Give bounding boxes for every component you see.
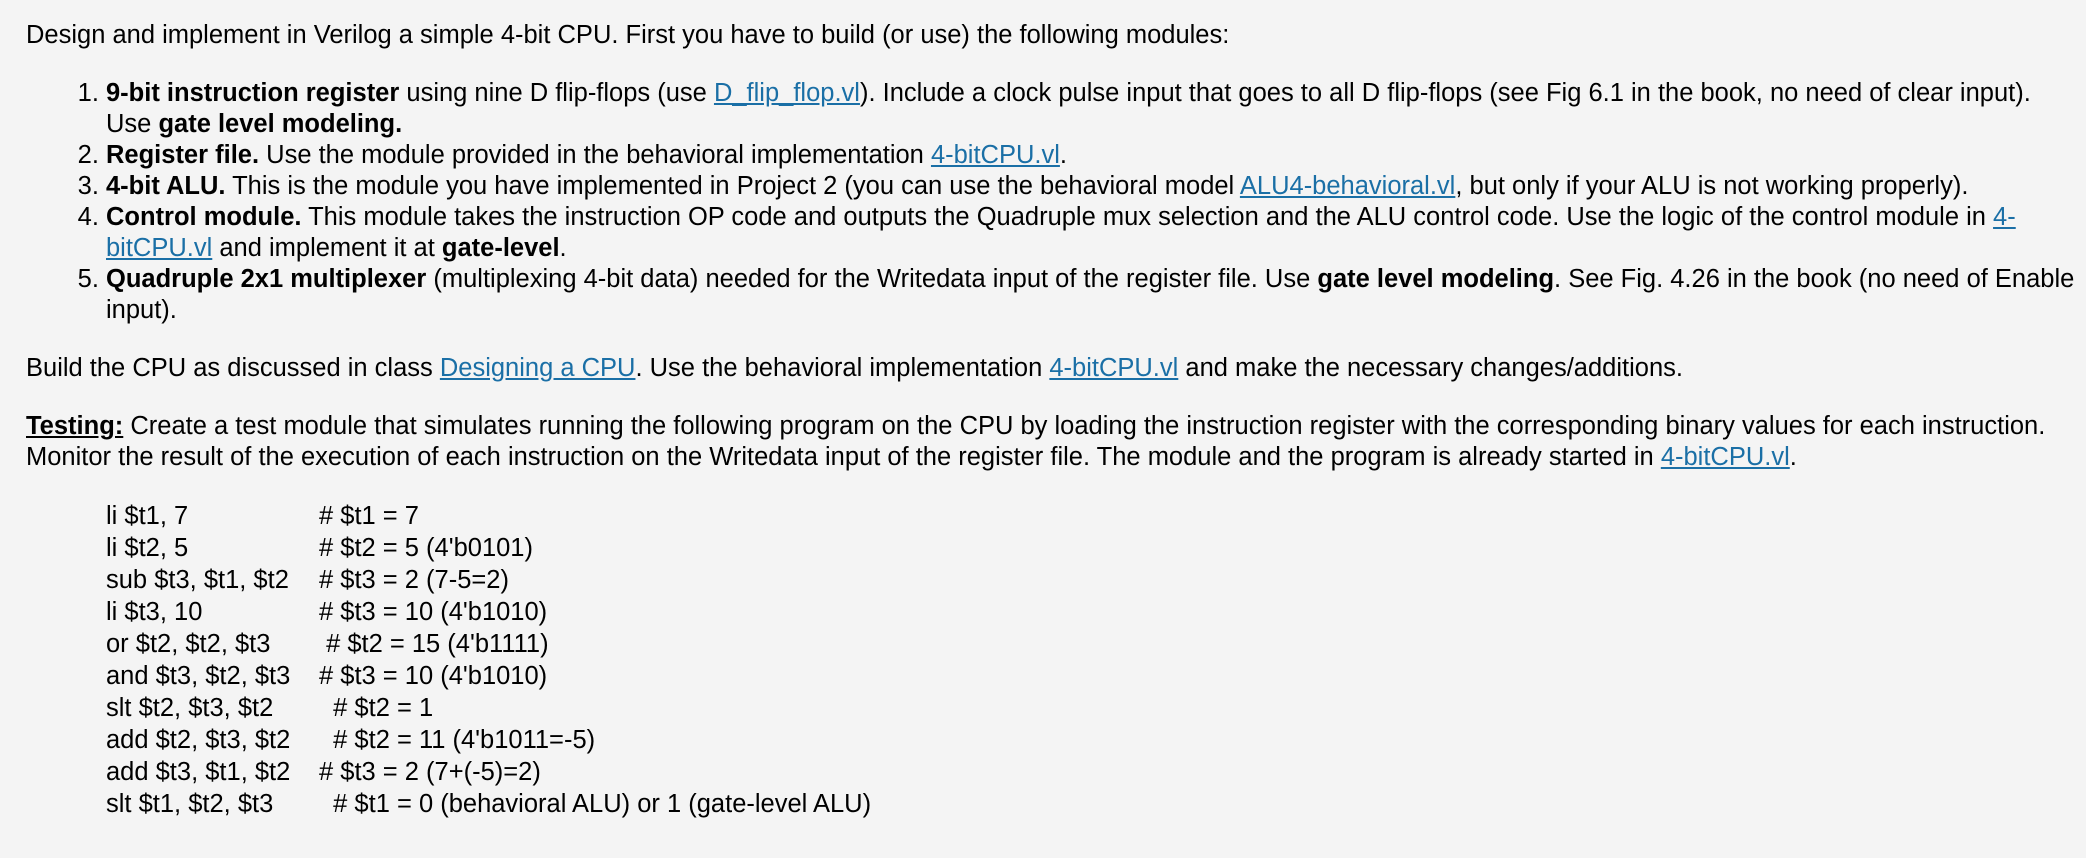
- program-listing: [106, 500, 871, 820]
- build-text: and make the necessary changes/additions.: [1178, 354, 1683, 382]
- intro-paragraph: Design and implement in Verilog a simple 4-bit CPU. First you have to build (or use) the following modules:: [26, 21, 1230, 49]
- module-item-register-file: [106, 140, 2076, 171]
- program-line: [106, 532, 871, 564]
- program-line: [106, 500, 871, 532]
- module-item-instruction-register: [106, 78, 2076, 140]
- module-text: . See Fig. 4.26 in the book (no need of Enable input).: [106, 265, 2075, 324]
- instruction: li $t1, 7: [106, 502, 189, 530]
- instruction: add $t3, $t1, $t2: [106, 758, 291, 786]
- testing-text: Create a test module that simulates running the following program on the CPU by loading the instruction register with the corresponding binary values for each instruction. Monitor the result of the execution of each instruction on the Writedata input of the register file. The module and the program is already started in: [26, 412, 2046, 471]
- module-emphasis: gate-level: [441, 234, 560, 262]
- module-text: , but only if your ALU is not working properly).: [1455, 172, 1969, 200]
- program-line: [106, 596, 871, 628]
- instruction-comment: # $t2 = 15 (4'b1111): [319, 630, 549, 658]
- testing-paragraph: [26, 411, 2076, 473]
- instruction: and $t3, $t2, $t3: [106, 662, 291, 690]
- cpu-file-link[interactable]: 4-bitCPU.vl: [930, 141, 1060, 169]
- module-text: .: [1059, 141, 1067, 169]
- cpu-file-link[interactable]: 4-bitCPU.vl: [106, 203, 2016, 262]
- module-text: This is the module you have implemented in Project 2 (you can use the behavioral model: [225, 172, 1240, 200]
- build-text: Build the CPU as discussed in class: [26, 354, 440, 382]
- instruction: li $t2, 5: [106, 534, 189, 562]
- instruction-comment: # $t3 = 2 (7+(-5)=2): [319, 758, 541, 786]
- instruction: sub $t3, $t1, $t2: [106, 566, 289, 594]
- module-text: and implement it at: [212, 234, 442, 262]
- instruction-comment: # $t1 = 0 (behavioral ALU) or 1 (gate-level ALU): [319, 790, 872, 818]
- module-text: using nine D flip-flops (use: [399, 79, 714, 107]
- program-line: [106, 564, 871, 596]
- module-title: Register file.: [106, 141, 260, 169]
- module-item-multiplexer: [106, 264, 2076, 326]
- build-paragraph: [26, 353, 2076, 384]
- instruction-comment: # $t2 = 1: [319, 694, 434, 722]
- build-text: . Use the behavioral implementation: [635, 354, 1050, 382]
- cpu-file-link[interactable]: 4-bitCPU.vl: [1660, 443, 1790, 471]
- d-flip-flop-link[interactable]: D_flip_flop.vl: [713, 79, 860, 107]
- instruction-comment: # $t3 = 2 (7-5=2): [319, 566, 509, 594]
- module-title: Control module.: [106, 203, 302, 231]
- module-emphasis: gate level modeling.: [158, 110, 403, 138]
- module-text: ). Include a clock pulse input that goes to all D flip-flops (see Fig 6.1 in the book, no need of clear input). Use: [106, 79, 2031, 138]
- instruction: or $t2, $t2, $t3: [106, 630, 271, 658]
- designing-cpu-link[interactable]: Designing a CPU: [439, 354, 636, 382]
- program-line: [106, 660, 871, 692]
- instruction: slt $t1, $t2, $t3: [106, 790, 274, 818]
- module-emphasis: gate level modeling: [1317, 265, 1555, 293]
- testing-label: Testing:: [26, 412, 124, 440]
- instruction-comment: # $t3 = 10 (4'b1010): [319, 598, 548, 626]
- instruction-comment: # $t2 = 11 (4'b1011=-5): [319, 726, 596, 754]
- program-line: [106, 788, 871, 820]
- module-title: 9-bit instruction register: [106, 79, 400, 107]
- alu-behavioral-link[interactable]: ALU4-behavioral.vl: [1239, 172, 1456, 200]
- module-text: This module takes the instruction OP code and outputs the Quadruple mux selection and the ALU control code. Use the logic of the control module in: [301, 203, 1994, 231]
- module-list: [26, 78, 2076, 326]
- instruction-comment: # $t2 = 5 (4'b0101): [319, 534, 533, 562]
- program-line: [106, 692, 871, 724]
- testing-text: .: [1789, 443, 1797, 471]
- instruction: add $t2, $t3, $t2: [106, 726, 291, 754]
- instruction: slt $t2, $t3, $t2: [106, 694, 274, 722]
- instruction: li $t3, 10: [106, 598, 203, 626]
- instruction-comment: # $t1 = 7: [319, 502, 419, 530]
- module-text: .: [559, 234, 567, 262]
- program-line: [106, 724, 871, 756]
- assignment-document: [26, 20, 2076, 820]
- module-text: (multiplexing 4-bit data) needed for the Writedata input of the register file. Use: [426, 265, 1318, 293]
- program-line: [106, 756, 871, 788]
- cpu-file-link[interactable]: 4-bitCPU.vl: [1049, 354, 1179, 382]
- module-item-control: [106, 202, 2076, 264]
- module-item-alu: [106, 171, 2076, 202]
- module-title: 4-bit ALU.: [106, 172, 226, 200]
- instruction-comment: # $t3 = 10 (4'b1010): [319, 662, 548, 690]
- module-title: Quadruple 2x1 multiplexer: [106, 265, 427, 293]
- program-line: [106, 628, 871, 660]
- module-text: Use the module provided in the behavioral implementation: [259, 141, 931, 169]
